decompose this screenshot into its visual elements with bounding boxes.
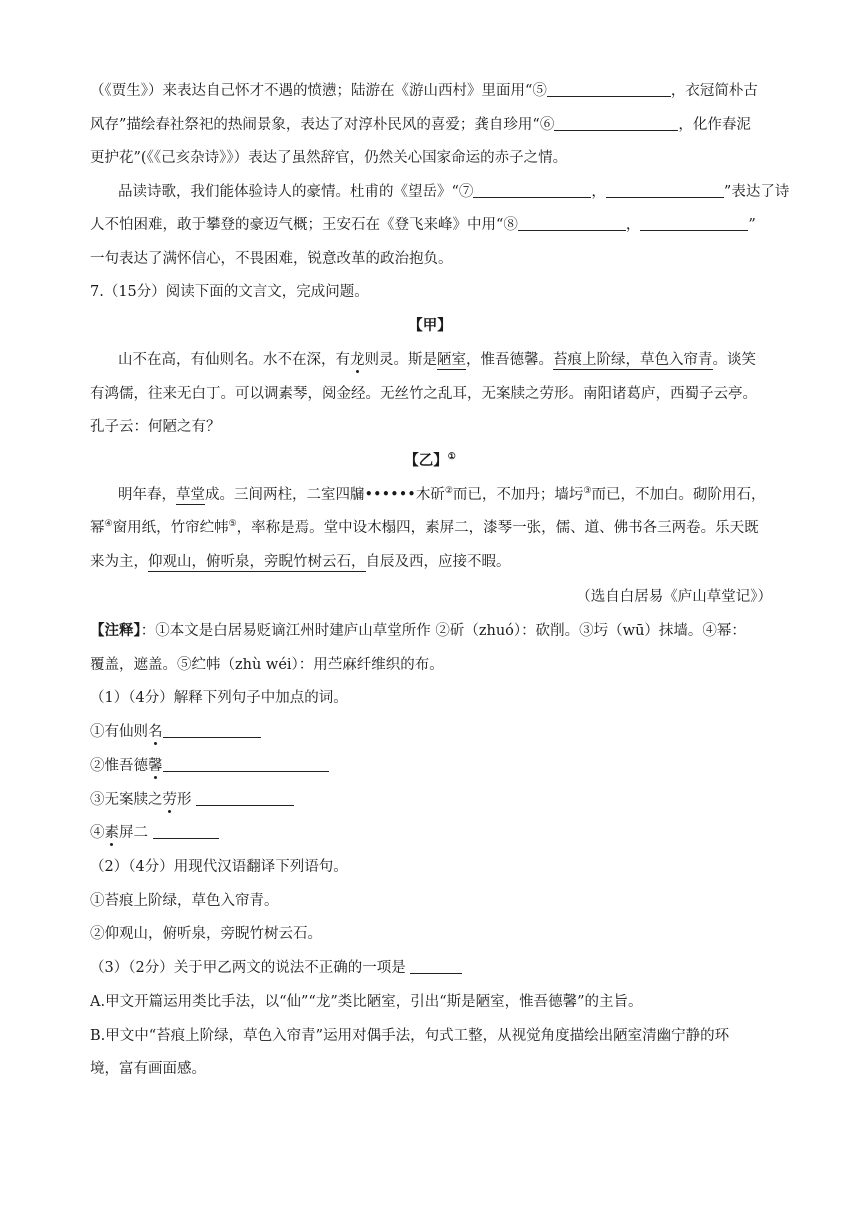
answer-blank-6[interactable]: [554, 115, 678, 131]
poem-fill-line-3: 更护花”(《《己亥杂诗》》）表达了虽然辞官，仍然关心国家命运的赤子之情。: [90, 150, 568, 166]
poem-fill-line-1: （《贾生》）来表达自己怀才不遇的愤懑；陆游在《游山西村》里面用“⑤ ，衣冠简朴古: [90, 83, 758, 99]
answer-blank-1-1[interactable]: [163, 722, 261, 738]
notes-line-2: 覆盖，遮盖。⑤纻帏（zhù wéi）：用苎麻纤维织的布。: [90, 657, 444, 673]
text-yi-title: 【乙】①: [404, 452, 456, 469]
text-yi-line-3: 来为主，仰观山，俯听泉，旁睨竹树云石，自辰及西，应接不暇。: [90, 554, 511, 570]
subquestion-2-item-1: ①苔痕上阶绿，草色入帘青。: [90, 893, 279, 909]
subquestion-2-title: （2）（4分）用现代汉语翻译下列语句。: [90, 859, 348, 875]
option-b-line-1: B.甲文中“苔痕上阶绿，草色入帘青”运用对偶手法，句式工整，从视觉角度描绘出陋室清幽宁静的环: [90, 1028, 730, 1044]
notes-line-1: 【注释】：①本文是白居易贬谪江州时建庐山草堂所作 ②斫（zhuó）：砍削。③圬（wū）抹墙。④幂：: [90, 622, 746, 639]
option-a: A.甲文开篇运用类比手法，以“仙”“龙”类比陋室，引出“斯是陋室，惟吾德馨”的主旨。: [90, 994, 643, 1010]
subquestion-1-item-3: ③无案牍之劳形: [90, 790, 780, 810]
text-yi-line-1: 明年春，草堂成。三间两柱，二室四牖••••••木斫②而已，不加丹；墙圬③而已，不加白。砌阶用石，: [118, 486, 766, 503]
text-jia-line-2: 有鸿儒，往来无白丁。可以调素琴，阅金经。无丝竹之乱耳，无案牍之劳形。南阳诸葛庐，西蜀子云亭。: [90, 386, 757, 402]
answer-blank-5[interactable]: [547, 81, 671, 97]
source-citation: （选自白居易《庐山草堂记》）: [576, 589, 772, 605]
answer-blank-3[interactable]: [410, 958, 462, 974]
answer-blank-1-2[interactable]: [163, 756, 329, 772]
subquestion-1-item-2: ②惟吾德馨: [90, 756, 780, 776]
answer-blank-7b[interactable]: [606, 182, 724, 198]
poem-fill-line-5: 人不怕困难，敢于攀登的豪迈气概；王安石在《登飞来峰》中用“⑧ ， ”: [90, 217, 756, 233]
answer-blank-1-3[interactable]: [196, 790, 294, 806]
subquestion-1-item-4: ④素屏二: [90, 823, 780, 843]
subquestion-1-item-1: ①有仙则名: [90, 722, 780, 742]
poem-fill-line-4: 品读诗歌，我们能体验诗人的豪情。杜甫的《望岳》“⑦ ， ”表达了诗: [118, 184, 790, 200]
subquestion-2-item-2: ②仰观山，俯听泉，旁睨竹树云石。: [90, 926, 322, 942]
footnote-mark: ①: [447, 452, 456, 462]
subquestion-1-title: （1）（4分）解释下列句子中加点的词。: [90, 690, 348, 706]
answer-blank-7a[interactable]: [473, 182, 591, 198]
text-jia-line-3: 孔子云：何陋之有？: [90, 419, 221, 435]
subquestion-3-title: （3）（2分）关于甲乙两文的说法不正确的一项是: [90, 958, 780, 978]
text-jia-line-1: 山不在高，有仙则名。水不在深，有龙则灵。斯是陋室，惟吾德馨。苔痕上阶绿，草色入帘青。谈笑: [118, 352, 756, 368]
answer-blank-1-4[interactable]: [153, 823, 219, 839]
poem-fill-line-6: 一句表达了满怀信心，不畏困难，锐意改革的政治抱负。: [90, 251, 453, 267]
answer-blank-8b[interactable]: [640, 215, 748, 231]
option-b-line-2: 境，富有画面感。: [90, 1061, 206, 1077]
answer-blank-8a[interactable]: [518, 215, 626, 231]
question-7-header: 7.（15分）阅读下面的文言文，完成问题。: [90, 284, 369, 300]
poem-fill-line-2: 风存”描绘春社祭祀的热闹景象，表达了对淳朴民风的喜爱；龚自珍用“⑥ ，化作春泥: [90, 117, 751, 133]
text-yi-line-2: 幂④窗用纸，竹帘纻帏⑤，率称是焉。堂中设木榻四，素屏二，漆琴一张，儒、道、佛书各三两卷。乐天既: [90, 519, 759, 536]
text-jia-title: 【甲】: [408, 317, 452, 334]
